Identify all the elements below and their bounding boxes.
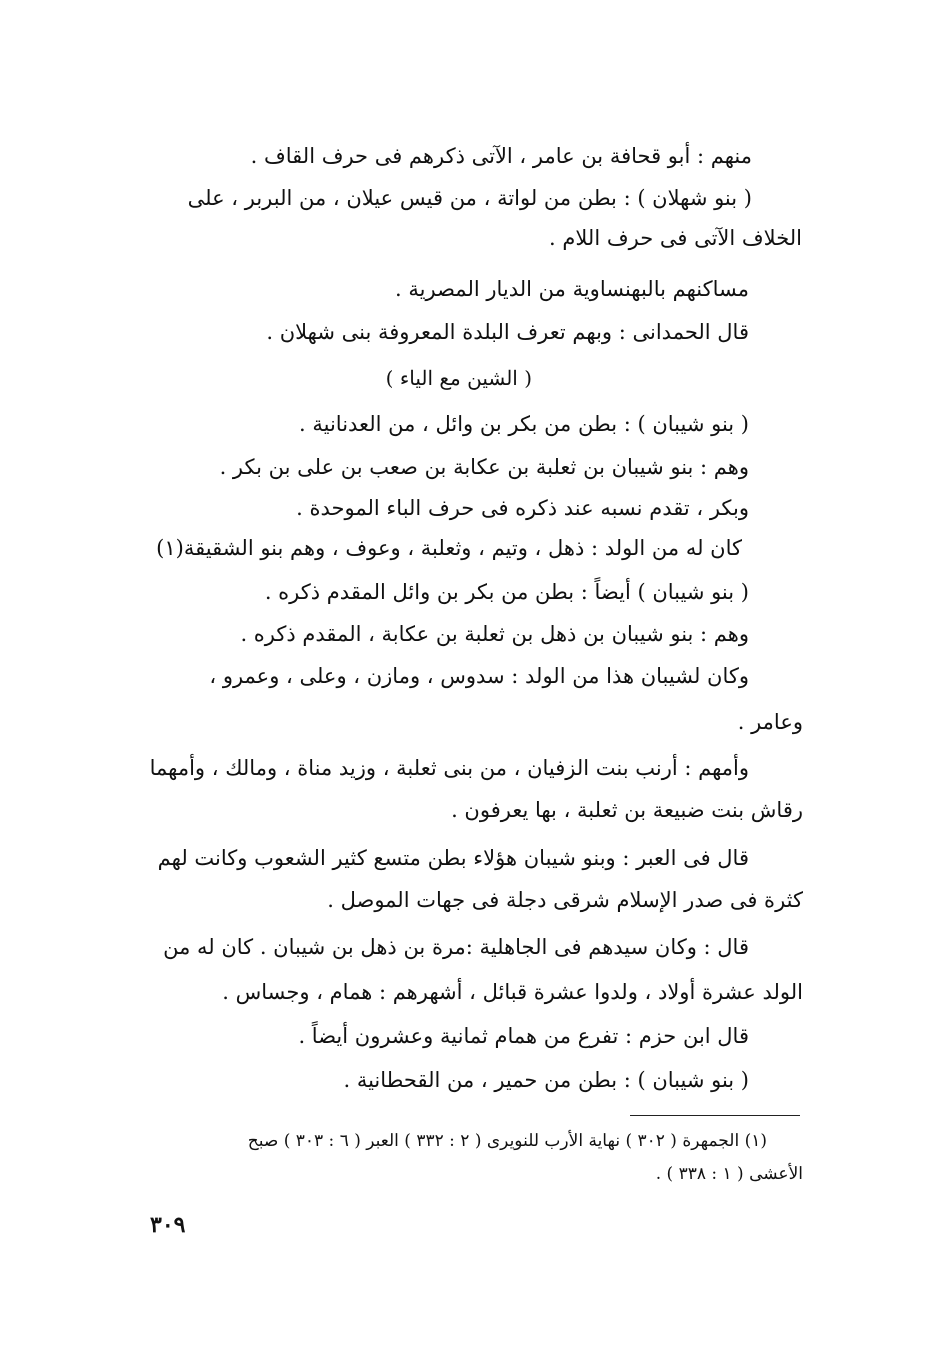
- text-line: ( بنو شهلان ) : بطن من لواتة ، من قيس عيلان ، من البربر ، على: [187, 186, 752, 210]
- footnote-line: الأعشى ( ١ : ٣٣٨ ) .: [655, 1164, 803, 1184]
- text-line: وكان لشيبان هذا من الولد : سدوس ، ومازن ، وعلى ، وعمرو ،: [209, 664, 749, 688]
- text-line: وهم : بنو شيبان بن ثعلبة بن عكابة بن صعب بن على بن بكر .: [219, 455, 749, 479]
- text-line: رقاش بنت ضبيعة بن ثعلبة ، بها يعرفون .: [451, 798, 803, 822]
- text-line: الخلاف الآتى فى حرف اللام .: [549, 226, 802, 250]
- text-line: قال الحمدانى : وبهم تعرف البلدة المعروفة بنى شهلان .: [266, 320, 749, 344]
- footnote-separator: [630, 1115, 800, 1116]
- text-line: مساكنهم بالبهنساوية من الديار المصرية .: [395, 277, 749, 301]
- page-number: ٣٠٩: [150, 1212, 186, 1238]
- text-line: كثرة فى صدر الإسلام شرقى دجلة فى جهات الموصل .: [327, 888, 803, 912]
- text-line: وبكر ، تقدم نسبه عند ذكره فى حرف الباء الموحدة .: [296, 496, 749, 520]
- text-line: قال : وكان سيدهم فى الجاهلية :مرة بن ذهل بن شيبان . كان له من: [163, 935, 749, 959]
- text-line: وعامر .: [737, 710, 803, 734]
- text-line: ( بنو شيبان ) : بطن من بكر بن وائل ، من العدنانية .: [299, 412, 749, 436]
- text-line: الولد عشرة أولاد ، ولدوا عشرة قبائل ، أشهرهم : همام ، وجساس .: [222, 980, 803, 1004]
- footnote-line: (١) الجمهرة ( ٣٠٢ ) نهاية الأرب للنويرى ( ٢ : ٣٣٢ ) العبر ( ٦ : ٣٠٣ ) صبح: [247, 1131, 767, 1151]
- text-line: قال فى العبر : وبنو شيبان هؤلاء بطن متسع كثير الشعوب وكانت لهم: [157, 846, 749, 870]
- text-line: وهم : بنو شيبان بن ذهل بن ثعلبة بن عكابة ، المقدم ذكره .: [240, 622, 749, 646]
- text-line: منهم : أبو قحافة بن عامر ، الآتى ذكرهم فى حرف القاف .: [250, 144, 752, 168]
- section-heading: ( الشين مع الياء ): [385, 366, 532, 390]
- text-line: قال ابن حزم : تفرع من همام ثمانية وعشرون أيضاً .: [298, 1024, 749, 1048]
- text-line: ( بنو شيبان ) أيضاً : بطن من بكر بن وائل المقدم ذكره .: [264, 580, 749, 604]
- text-line: وأمهم : أرنب بنت الزفيان ، من بنى ثعلبة ، وزيد مناة ، ومالك ، وأمهما: [149, 756, 749, 780]
- text-line: كان له من الولد : ذهل ، وتيم ، وثعلبة ، وعوف ، وهم بنو الشقيقة(١): [156, 536, 742, 560]
- text-line: ( بنو شيبان ) : بطن من حمير ، من القحطانية .: [343, 1068, 749, 1092]
